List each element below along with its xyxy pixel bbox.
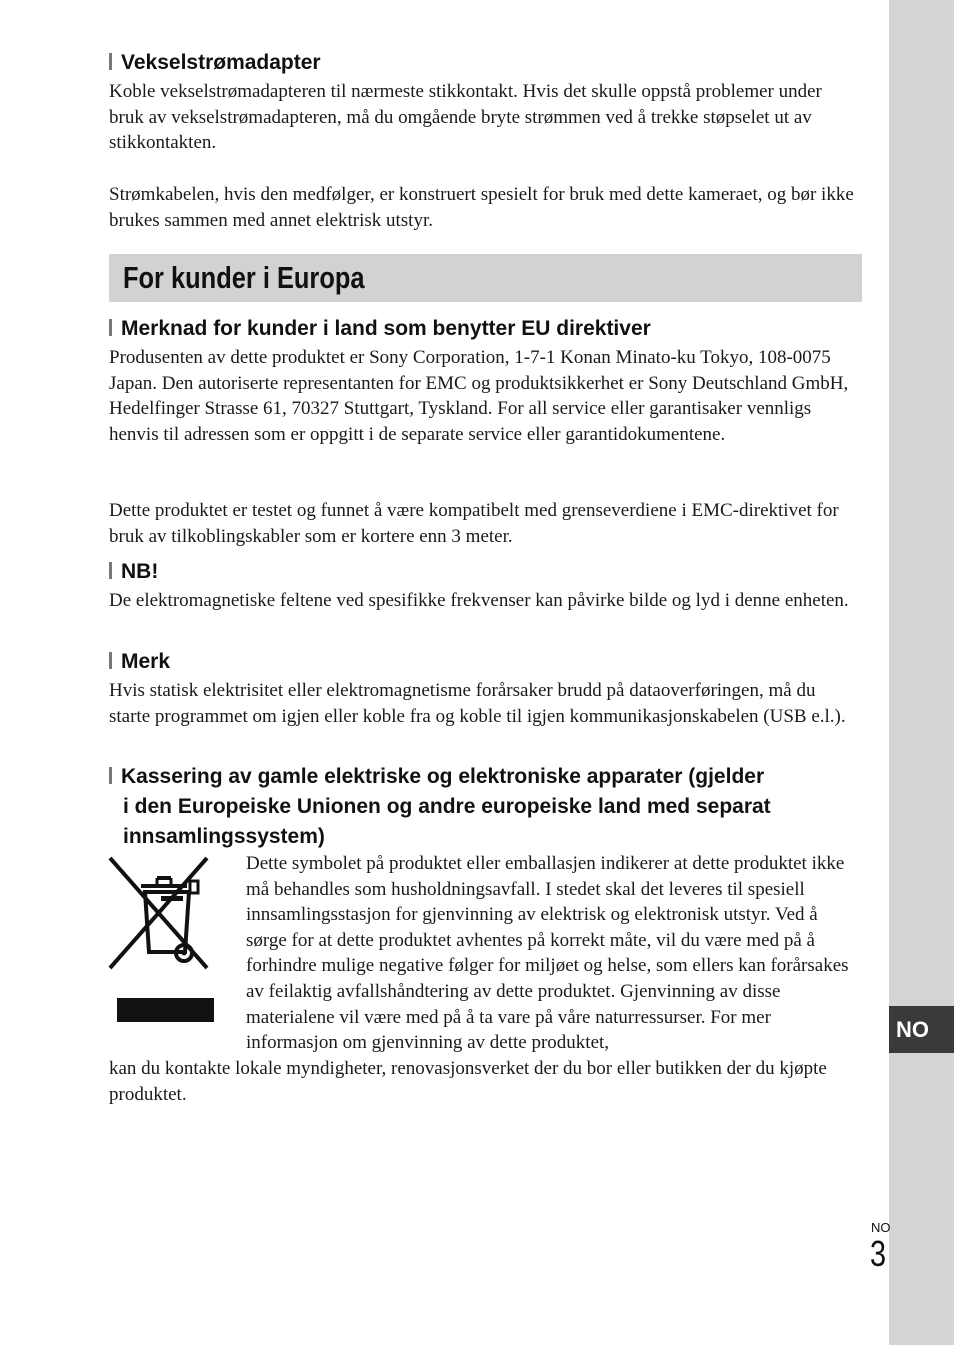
heading-text: Merk: [121, 650, 171, 673]
heading-text: NB!: [121, 560, 159, 583]
heading-line-3: innsamlingssystem): [123, 825, 325, 848]
heading-bar-icon: [109, 319, 112, 336]
banner-title: For kunder i Europa: [123, 260, 365, 295]
heading-bar-icon: [109, 767, 112, 784]
weee-paragraph-continued: kan du kontakte lokale myndigheter, renovasjonsverket der du bor eller butikken der du kjøpte produktet.: [109, 1058, 827, 1105]
nb-paragraph: De elektromagnetiske feltene ved spesifikke frekvenser kan påvirke bilde og lyd i denne enheten.: [109, 590, 849, 611]
heading-text: Merknad for kunder i land som benytter EU direktiver: [121, 317, 651, 340]
page-language-code: NO: [871, 1220, 891, 1235]
language-marker: NO: [889, 1006, 954, 1053]
section-heading-merk: [109, 647, 170, 677]
heading-bar-icon: [109, 53, 112, 70]
section-heading-adapter: [109, 48, 321, 78]
adapter-paragraph-1: Koble vekselstrømadapteren til nærmeste stikkontakt. Hvis det skulle oppstå problemer under bruk av vekselstrømadapteren, må du omgående bryte strømmen ved å trekke støpselet ut av stikkontakten.: [109, 81, 822, 154]
eu-paragraph-2: Dette produktet er testet og funnet å være kompatibelt med grenseverdiene i EMC-direktivet for bruk av tilkoblingskabler som er kortere enn 3 meter.: [109, 500, 839, 547]
side-language-tab: [889, 0, 954, 1345]
page-number: 3: [870, 1233, 887, 1274]
crossed-out-wheelie-bin-icon: [107, 856, 219, 1026]
adapter-paragraph-2: Strømkabelen, hvis den medfølger, er konstruert spesielt for bruk med dette kameraet, og bør ikke brukes sammen med annet elektrisk utstyr.: [109, 184, 854, 231]
merk-paragraph: Hvis statisk elektrisitet eller elektromagnetisme forårsaker brudd på dataoverføringen, må du starte programmet om igjen eller koble fra og koble til igjen kommunikasjonskabelen (USB e.l.).: [109, 680, 846, 727]
weee-paragraph-wrapped: Dette symbolet på produktet eller emballasjen indikerer at dette produktet ikke må behandles som husholdningsavfall. I stedet skal det leveres til spesiell innsamlingsstasjon for gjenvinning av elektrisk og elektronisk utstyr. Ved å sørge for at dette produktet avhentes på korrekt måte, vil du være med på å forhindre mulige negative følger for miljøet og helse, som ellers kan forårsakes av feilaktig avfallshåndtering av dette produktet. Gjenvinning av disse materialene vil være med på å ta vare på våre naturressurser. For mer informasjon om gjenvinning av dette produktet,: [246, 853, 849, 1054]
section-banner: [109, 254, 862, 302]
heading-bar-icon: [109, 652, 112, 669]
heading-bar-icon: [109, 562, 112, 579]
section-heading-nb: [109, 557, 158, 587]
section-heading-weee: [109, 762, 869, 852]
heading-line-1: Kassering av gamle elektriske og elektroniske apparater (gjelder: [121, 765, 765, 788]
heading-line-2: i den Europeiske Unionen og andre europeiske land med separat: [123, 795, 771, 818]
section-heading-eu: [109, 314, 651, 344]
eu-paragraph-1: Produsenten av dette produktet er Sony Corporation, 1-7-1 Konan Minato-ku Tokyo, 108-0075 Japan. Den autoriserte representanten for EMC og produktsikkerhet er Sony Deutschland GmbH, Hedelfinger Strasse 61, 70327 Stuttgart, Tyskland. For all service eller garantisaker vennligs henvis til adressen som er oppgitt i de separate service eller garantidokumentene.: [109, 347, 849, 445]
heading-text: Vekselstrømadapter: [121, 51, 321, 74]
